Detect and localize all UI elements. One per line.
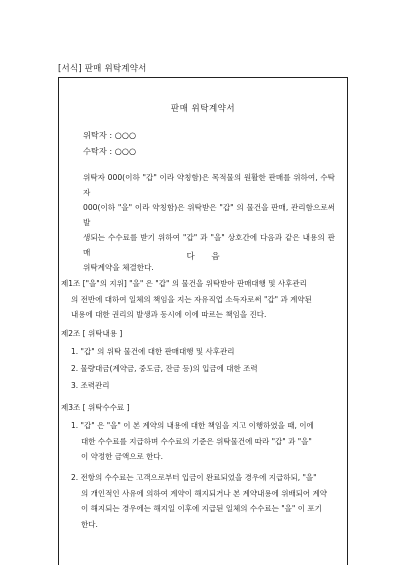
article-2-head-text: 제2조 [ 위탁내용 ] — [61, 329, 123, 338]
preamble-line: 000(이하 "을" 이라 약칭함)은 위탁받은 "갑" 의 물건을 판매, 관리함으로써 발 — [83, 203, 335, 227]
preamble-line: 생되는 수수료를 받기 위하여 "갑" 과 "을" 상호간에 다음과 같은 내용의 판매 — [83, 233, 335, 257]
document-frame — [58, 77, 348, 565]
preamble-line: 위탁자 000(이하 "갑" 이라 약칭함)은 목적물의 원활한 판매를 위하여, 수탁자 — [83, 173, 335, 197]
article-2-head — [61, 326, 345, 342]
article-3-head — [61, 400, 345, 416]
article-3-item-1-line: 1. "갑" 은 "을" 이 본 계약의 내용에 대한 책임을 지고 이행하였을 때, 이에 — [71, 421, 314, 430]
article-3-head-text: 제3조 [ 위탁수수료 ] — [61, 403, 130, 412]
article-3-item-1-line: 이 약정한 금액으로 한다. — [81, 452, 163, 461]
article-3-item-2-line: 2. 전항의 수수료는 고객으로부터 입금이 완료되었을 경우에 지급하되, "을" — [71, 473, 317, 482]
article-1-line: 내용에 대한 권리의 발생과 동시에 이에 따르는 책임을 진다. — [71, 310, 267, 319]
article-3-item-2 — [71, 470, 343, 532]
section-heading: 다 음 — [186, 252, 220, 262]
consignee-line: 수탁자 : ○○○ — [83, 146, 137, 156]
article-1-head: 제1조 ["을"의 지위] "을" 은 "갑" 의 물건을 위탁받아 판매대행 및 사후관리 — [61, 279, 307, 288]
article-3-item-2-line: 이 해지되는 경우에는 해지일 이후에 지급된 일체의 수수료는 "을" 이 포기 — [81, 504, 322, 513]
article-2-item-2: 2. 물량대금(계약금, 중도금, 잔금 등)의 입금에 대한 조력 — [71, 364, 258, 373]
article-1 — [61, 276, 345, 323]
article-3-item-1-line: 대한 수수료를 지급하며 수수료의 기준은 위탁물건에 따라 "갑" 과 "을" — [81, 436, 312, 446]
article-3-item-2-line: 의 개인적인 사유에 의하여 계약이 해지되거나 본 계약내용에 위배되어 계약 — [81, 488, 328, 498]
document-title: 판매 위탁계약서 — [170, 104, 236, 114]
article-1-line: 의 전반에 대하여 일체의 책임을 지는 자유직업 소득자로써 "갑" 과 계약된 — [71, 294, 312, 304]
preamble-line: 위탁계약을 체결한다. — [83, 263, 154, 272]
article-2-item-1: 1. "갑" 의 위탁 물건에 대한 판매대행 및 사후관리 — [71, 347, 235, 356]
article-3-item-2-line: 한다. — [81, 519, 98, 529]
article-2-item-3: 3. 조력관리 — [71, 381, 110, 390]
form-label: [서식] 판매 위탁계약서 — [58, 64, 147, 74]
article-3-item-1 — [71, 418, 343, 465]
consignor-line: 위탁자 : ○○○ — [83, 130, 137, 140]
